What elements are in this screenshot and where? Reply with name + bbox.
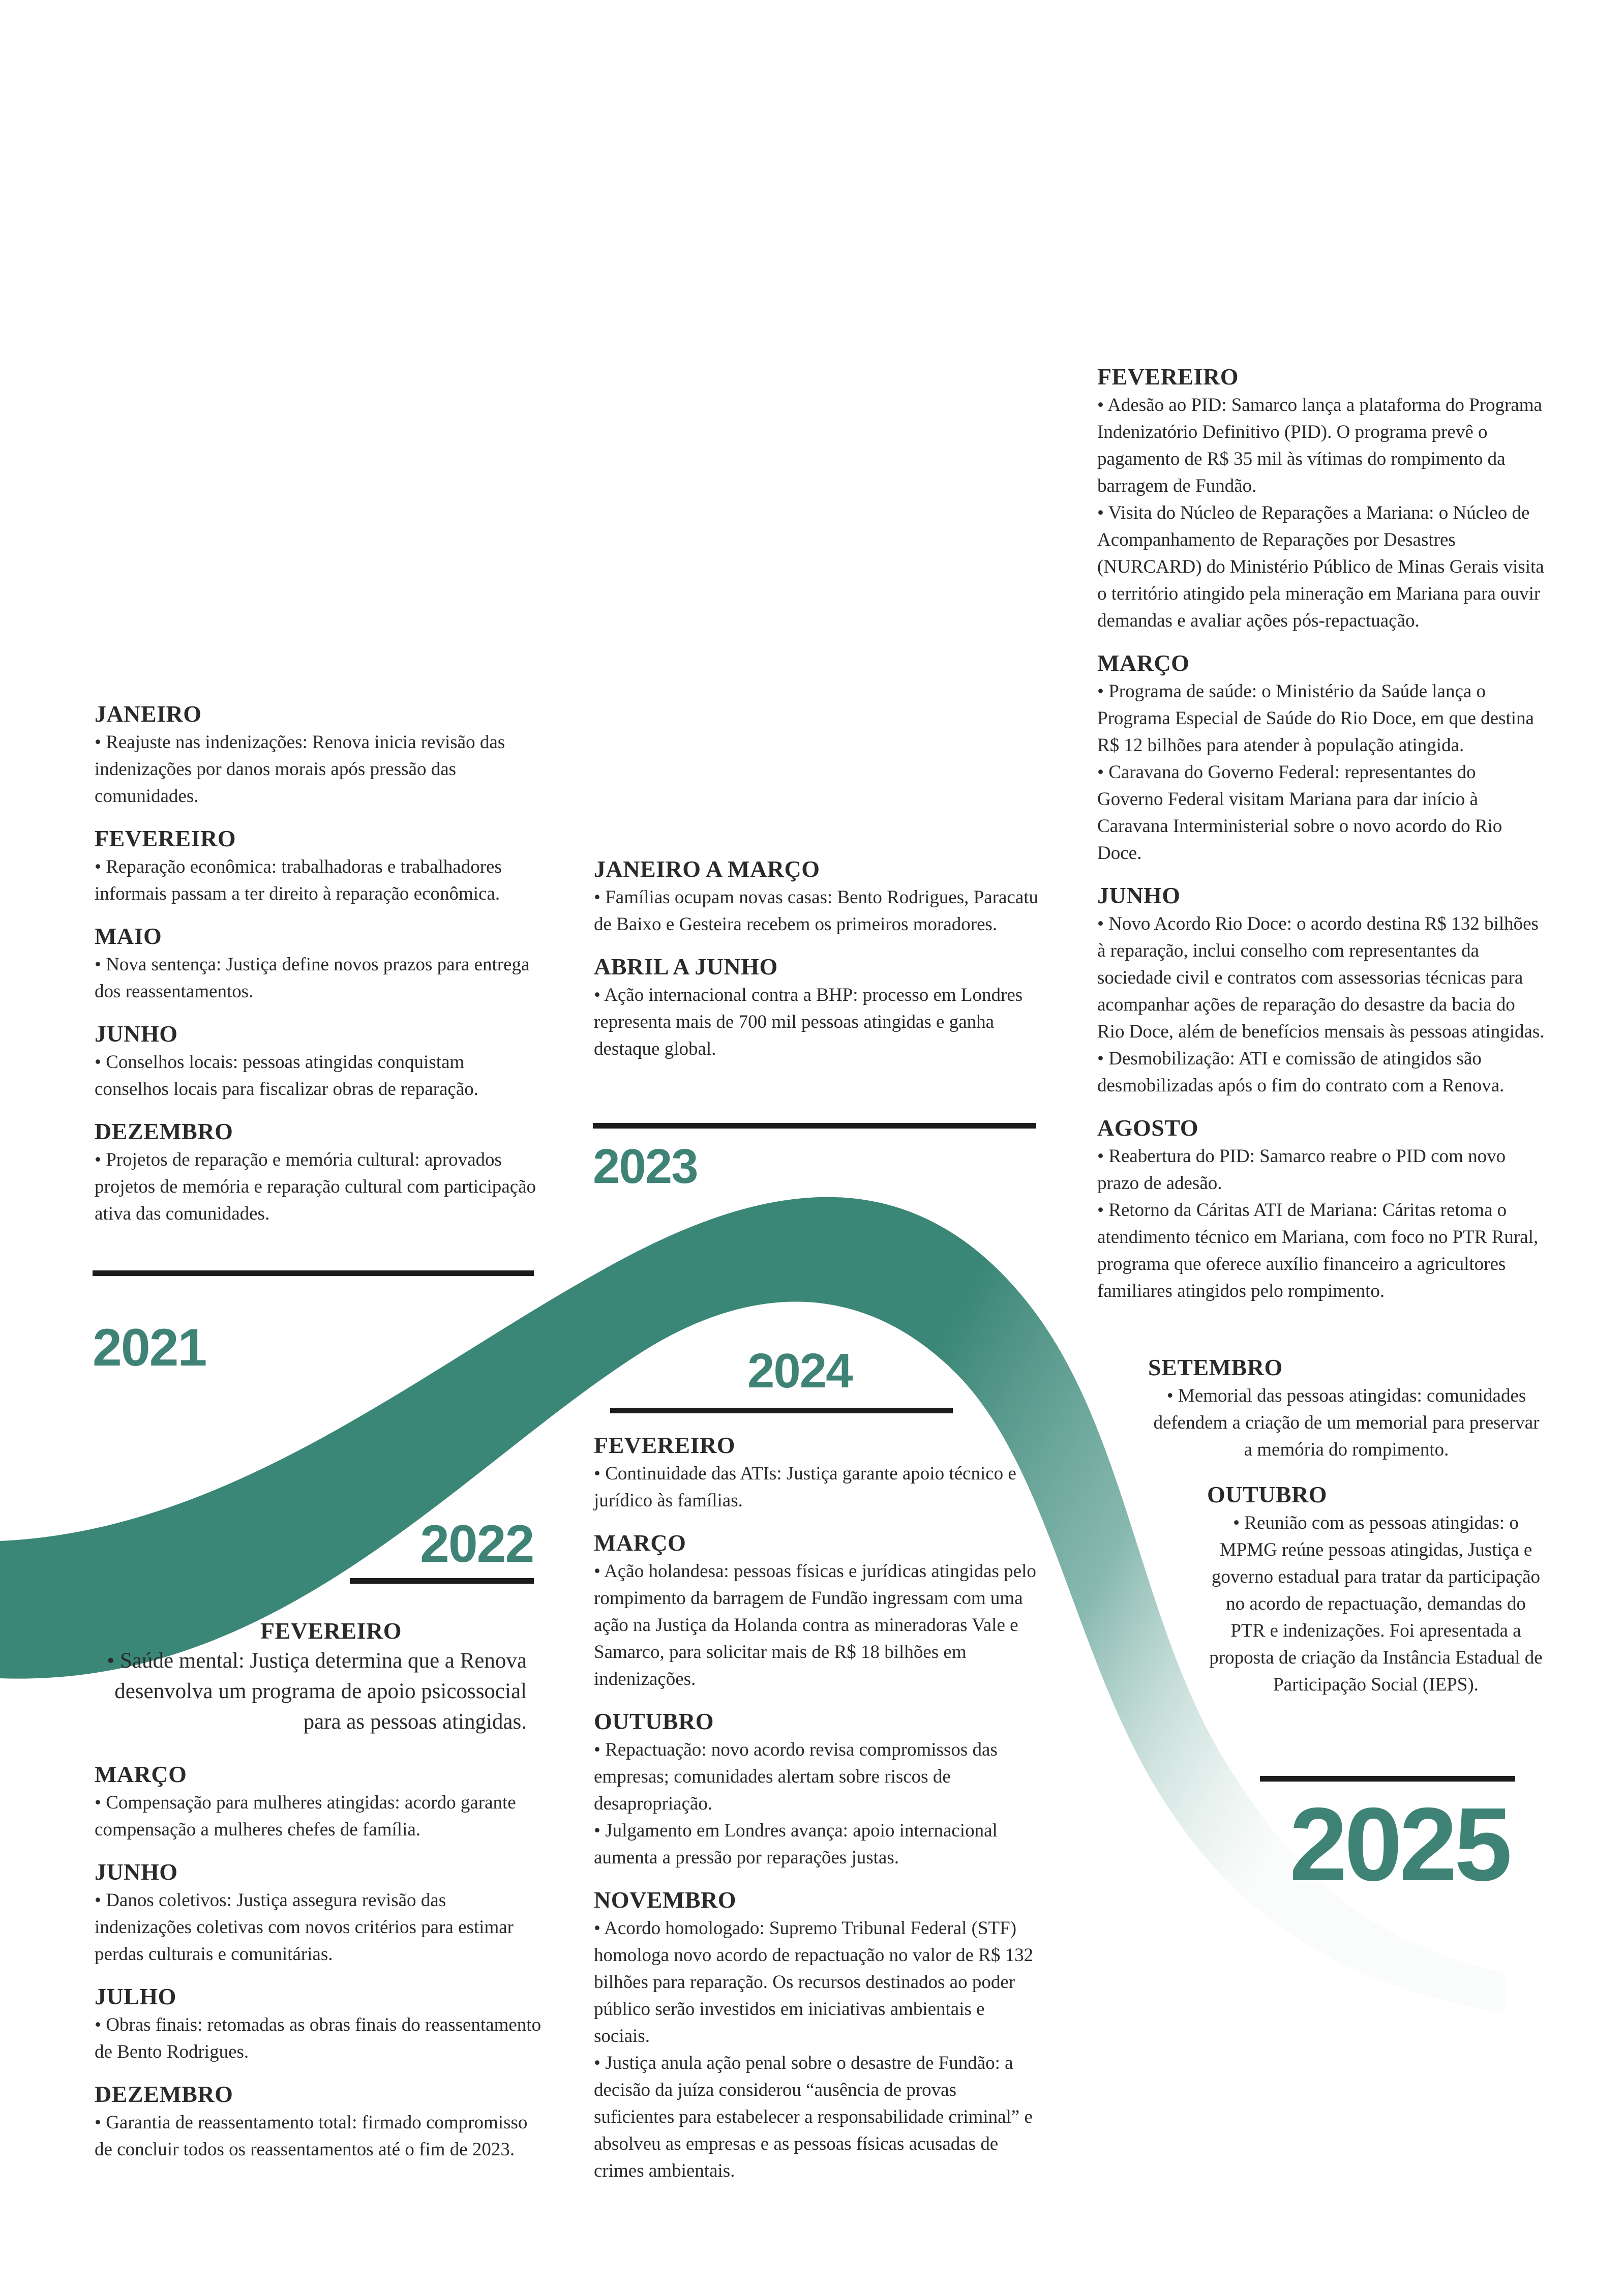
event-2023-abr-jun xyxy=(594,952,1041,1062)
event-text: • Reabertura do PID: Samarco reabre o PID com novo prazo de adesão. xyxy=(1097,1146,1506,1194)
month-heading: OUTUBRO xyxy=(594,1708,714,1734)
events-2024 xyxy=(594,1431,1041,2199)
event-2024-marco xyxy=(594,1528,1041,1693)
events-2021 xyxy=(95,699,542,1241)
event-text: • Garantia de reassentamento total: firmado compromisso de concluir todos os reassentamentos até o fim de 2023. xyxy=(95,2112,528,2160)
events-2023 xyxy=(594,854,1041,1077)
events-2025 xyxy=(1097,362,1545,1319)
divider-2023 xyxy=(593,1123,1036,1129)
month-heading: JUNHO xyxy=(1097,882,1181,908)
event-2025-marco xyxy=(1097,648,1545,867)
month-heading: JUNHO xyxy=(95,1021,178,1047)
year-2022: 2022 xyxy=(420,1515,534,1574)
event-text: • Novo Acordo Rio Doce: o acordo destina R$ 132 bilhões à reparação, inclui conselho com representantes da sociedade civil e contratos com assessorias técnicas para acompanhar ações de reparação do desastre da bacia do Rio Doce, além de benefícios mensais às pessoas atingidas. xyxy=(1097,913,1545,1042)
event-2021-maio xyxy=(95,922,542,1005)
divider-2021 xyxy=(93,1270,534,1276)
year-2023: 2023 xyxy=(593,1139,698,1194)
event-2024-fevereiro xyxy=(594,1431,1041,1514)
month-heading: SETEMBRO xyxy=(1148,1354,1283,1380)
month-heading: JANEIRO A MARÇO xyxy=(594,856,820,882)
event-2022-dezembro xyxy=(95,2080,542,2163)
month-heading: FEVEREIRO xyxy=(594,1432,735,1458)
month-heading: FEVEREIRO xyxy=(1097,364,1239,390)
event-text: • Ação holandesa: pessoas físicas e jurídicas atingidas pelo rompimento da barragem de Fundão ingressam com uma ação na Justiça da Holanda contra as mineradoras Vale e Samarco, para solicitar mais de R$ 18 bilhões em indenizações. xyxy=(594,1561,1036,1689)
events-2022 xyxy=(95,1760,542,2177)
event-2025-agosto xyxy=(1097,1113,1545,1304)
event-text: • Nova sentença: Justiça define novos prazos para entrega dos reassentamentos. xyxy=(95,954,530,1002)
event-text: • Projetos de reparação e memória cultural: aprovados projetos de memória e reparação cultural com participação ativa das comunidades. xyxy=(95,1149,536,1224)
event-text: • Desmobilização: ATI e comissão de atingidos são desmobilizadas após o fim do contrato com a Renova. xyxy=(1097,1048,1505,1096)
event-2025-junho xyxy=(1097,881,1545,1099)
event-text: • Ação internacional contra a BHP: processo em Londres representa mais de 700 mil pessoas atingidas e ganha destaque global. xyxy=(594,985,1023,1059)
event-text: • Repactuação: novo acordo revisa compromissos das empresas; comunidades alertam sobre riscos de desapropriação. xyxy=(594,1739,998,1814)
event-text: • Famílias ocupam novas casas: Bento Rodrigues, Paracatu de Baixo e Gesteira recebem os primeiros moradores. xyxy=(594,887,1039,935)
month-heading: JANEIRO xyxy=(95,701,202,727)
event-text: • Caravana do Governo Federal: representantes do Governo Federal visitam Mariana para dar início à Caravana Interministerial sobre o novo acordo do Rio Doce. xyxy=(1097,762,1502,864)
month-heading: MAIO xyxy=(95,923,162,949)
month-heading: JULHO xyxy=(95,1983,176,2009)
event-2021-junho xyxy=(95,1019,542,1103)
year-2025: 2025 xyxy=(1289,1786,1510,1903)
event-2025-fevereiro xyxy=(1097,362,1545,634)
event-text: • Acordo homologado: Supremo Tribunal Federal (STF) homologa novo acordo de repactuação no valor de R$ 132 bilhões para reparação. Os recursos destinados ao poder público serão investidos em iniciativas ambientais e sociais. xyxy=(594,1918,1034,2047)
event-text: • Saúde mental: Justiça determina que a Renova desenvolva um programa de apoio psicossocial para as pessoas atingidas. xyxy=(107,1649,527,1734)
month-heading: DEZEMBRO xyxy=(95,1118,233,1144)
event-2024-novembro xyxy=(594,1885,1041,2184)
event-text: • Retorno da Cáritas ATI de Mariana: Cáritas retoma o atendimento técnico em Mariana, com foco no PTR Rural, programa que oferece auxílio financeiro a agricultores familiares atingidos pelo rompimento. xyxy=(1097,1200,1539,1301)
event-2021-fevereiro xyxy=(95,824,542,907)
month-heading: NOVEMBRO xyxy=(594,1887,736,1913)
event-text: • Reajuste nas indenizações: Renova inicia revisão das indenizações por danos morais após pressão das comunidades. xyxy=(95,732,505,807)
event-2022-julho xyxy=(95,1982,542,2065)
month-heading: OUTUBRO xyxy=(1207,1481,1328,1507)
event-text: • Programa de saúde: o Ministério da Saúde lança o Programa Especial de Saúde do Rio Doce, em que destina R$ 12 bilhões para atender à população atingida. xyxy=(1097,681,1534,756)
event-2022-junho xyxy=(95,1857,542,1968)
month-heading: JUNHO xyxy=(95,1859,178,1885)
event-text: • Compensação para mulheres atingidas: acordo garante compensação a mulheres chefes de família. xyxy=(95,1792,516,1840)
month-heading: MARÇO xyxy=(1097,650,1190,676)
month-heading: MARÇO xyxy=(594,1530,686,1556)
year-2021: 2021 xyxy=(93,1318,206,1377)
event-text: • Memorial das pessoas atingidas: comunidades defendem a criação de um memorial para preservar a memória do rompimento. xyxy=(1153,1385,1540,1460)
event-text: • Obras finais: retomadas as obras finais do reassentamento de Bento Rodrigues. xyxy=(95,2014,542,2062)
year-2024: 2024 xyxy=(747,1344,852,1398)
divider-2024 xyxy=(610,1408,953,1413)
month-heading: AGOSTO xyxy=(1097,1115,1198,1141)
month-heading: DEZEMBRO xyxy=(95,2081,233,2107)
event-2022-marco xyxy=(95,1760,542,1843)
event-text: • Danos coletivos: Justiça assegura revisão das indenizações coletivas com novos critérios para estimar perdas culturais e comunitárias. xyxy=(95,1890,514,1965)
event-text: • Reunião com as pessoas atingidas: o MPMG reúne pessoas atingidas, Justiça e governo estadual para tratar da participação no acordo de repactuação, demandas do PTR e indenizações. Foi apresentada a proposta de criação da Instância Estadual de Participação Social (IEPS). xyxy=(1209,1513,1543,1695)
event-2025-outubro xyxy=(1207,1480,1545,1698)
event-text: • Conselhos locais: pessoas atingidas conquistam conselhos locais para fiscalizar obras de reparação. xyxy=(95,1052,479,1100)
month-heading: MARÇO xyxy=(95,1761,187,1787)
event-2023-jan-mar xyxy=(594,854,1041,938)
event-2024-outubro xyxy=(594,1707,1041,1871)
divider-2022 xyxy=(350,1578,534,1584)
event-text: • Adesão ao PID: Samarco lança a plataforma do Programa Indenizatório Definitivo (PID). O programa prevê o pagamento de R$ 35 mil às vítimas do rompimento da barragem de Fundão. xyxy=(1097,395,1542,496)
event-2025-setembro xyxy=(1148,1353,1545,1463)
event-text: • Justiça anula ação penal sobre o desastre de Fundão: a decisão da juíza considerou “ausência de provas suficientes para estabelecer a responsabilidade criminal” e absolveu as empresas e as pessoas físicas acusadas de crimes ambientais. xyxy=(594,2053,1033,2181)
month-heading: FEVEREIRO xyxy=(95,825,236,851)
event-2021-janeiro xyxy=(95,699,542,810)
event-2022-fevereiro xyxy=(95,1616,527,1737)
month-heading: ABRIL A JUNHO xyxy=(594,954,778,980)
event-text: • Continuidade das ATIs: Justiça garante apoio técnico e jurídico às famílias. xyxy=(594,1463,1016,1511)
event-text: • Visita do Núcleo de Reparações a Mariana: o Núcleo de Acompanhamento de Reparações por Desastres (NURCARD) do Ministério Público de Minas Gerais visita o território atingido pela mineração em Mariana para ouvir demandas e avaliar ações pós-repactuação. xyxy=(1097,502,1544,631)
month-heading: FEVEREIRO xyxy=(260,1618,402,1644)
event-text: • Reparação econômica: trabalhadoras e trabalhadores informais passam a ter direito à reparação econômica. xyxy=(95,856,502,904)
event-text: • Julgamento em Londres avança: apoio internacional aumenta a pressão por reparações justas. xyxy=(594,1820,998,1868)
event-2021-dezembro xyxy=(95,1117,542,1227)
divider-2025 xyxy=(1260,1776,1515,1782)
